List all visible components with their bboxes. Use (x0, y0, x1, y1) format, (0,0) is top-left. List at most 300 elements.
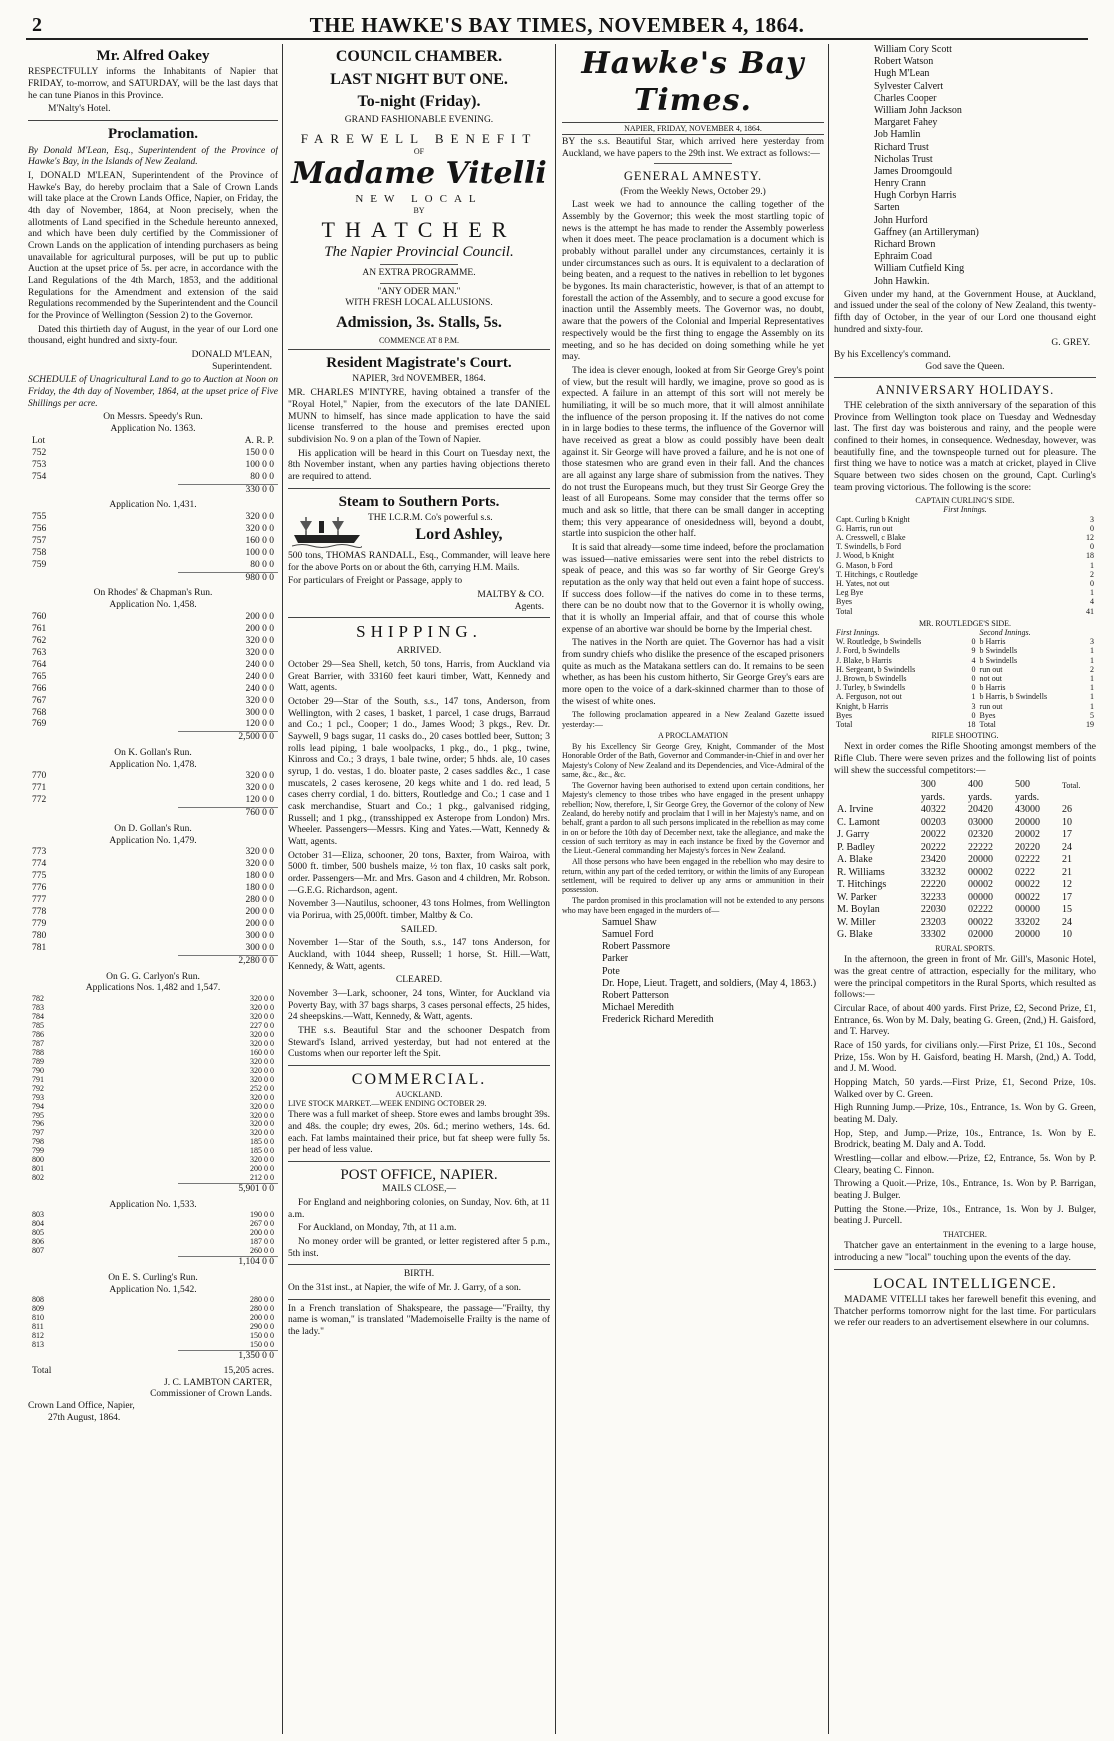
rm-court-body: MR. CHARLES M'INTYRE, having obtained a transfer of the "Royal Hotel," Napier, from the executors of the late DANIEL MUNN to himself, has since made application to have the said license transferred to the house and premises erected upon subdivision No. 9 on a plan of the Town of Napier. (288, 388, 550, 445)
lot-row (28, 931, 278, 943)
lot-area: 180 0 0 (245, 871, 274, 882)
score-row (834, 683, 1096, 692)
extra-programme: AN EXTRA PROGRAMME. (362, 268, 476, 279)
steam-body: 500 tons, THOMAS RANDALL, Esq., Commander, will leave here for the above Ports on or about the 6th, carrying H.M. Mails. (288, 550, 550, 573)
rifle-yards: yards. (1014, 791, 1040, 803)
sports-event: Wrestling—collar and elbow.—Prize, £2, Entrance, 5s. Won by P. Cleary, beating C. Finnon. (834, 1153, 1096, 1176)
rm-court-body-2: His application will be heard in this Court on Tuesday next, the 8th November instant, when any parties having objections thereto are required to attend. (288, 448, 550, 482)
batsman: H. Sergeant, b Swindells (836, 664, 916, 674)
lot-number: 775 (32, 871, 47, 882)
victim-name: Richard Trust (874, 141, 929, 153)
score-row (834, 646, 1096, 655)
score-row (834, 579, 1096, 588)
lot-area: 160 0 0 (250, 1047, 274, 1057)
rifle-cell: 20000 (1014, 816, 1040, 828)
sports-event: Throwing a Quoit.—Prize, 10s., Entrance, 1s. Won by P. Barrigan, beating J. Bulger. (834, 1179, 1096, 1201)
rifle-cell: 10 (1062, 816, 1073, 828)
lot-row (28, 1049, 278, 1058)
newspaper-nameplate: Hawke's Bay Times. (581, 46, 805, 118)
lot-number: 791 (32, 1074, 44, 1084)
divider (28, 120, 278, 121)
rifle-cell: 03000 (967, 816, 993, 828)
batsman: G. Harris, run out (836, 523, 893, 533)
runs: 1 (1090, 701, 1094, 711)
sports-event: High Running Jump.—Prize, 10s., Entrance, 1s. Won by G. Green, beating M. Daly. (834, 1103, 1096, 1125)
lot-area: 212 0 0 (250, 1173, 274, 1183)
score-row (834, 702, 1096, 711)
governor-signature: G. GREY. (1051, 338, 1090, 349)
lot-row (28, 1332, 278, 1341)
lot-number: 776 (32, 883, 47, 894)
lot-subtotal: 1,350 0 0 (178, 1350, 278, 1363)
lot-number: 808 (32, 1295, 44, 1305)
lot-number: 812 (32, 1331, 44, 1341)
lot-number: 772 (32, 795, 47, 806)
lot-number: 753 (32, 459, 47, 470)
lot-area: 320 0 0 (250, 1128, 274, 1138)
auckland-heading: AUCKLAND. (395, 1089, 443, 1099)
lot-number: 793 (32, 1092, 44, 1102)
lot-row (28, 1058, 278, 1067)
rifle-row (834, 929, 1096, 942)
runs: 3 (971, 701, 976, 711)
rm-court-date: NAPIER, 3rd NOVEMBER, 1864. (352, 374, 486, 385)
runs: 1 (1090, 560, 1094, 570)
divider (288, 349, 550, 350)
lot-area: 120 0 0 (245, 719, 274, 730)
runs: 0 (1090, 579, 1094, 589)
lot-area: 320 0 0 (245, 511, 274, 522)
lot-number: 758 (32, 547, 47, 558)
lot-number: 796 (32, 1119, 44, 1129)
lot-area: 120 0 0 (245, 795, 274, 806)
lot-row (28, 1341, 278, 1350)
run-heading: On G. G. Carlyon's Run. (106, 971, 200, 982)
steam-agents-label: Agents. (514, 601, 544, 612)
runs: 1 (1090, 655, 1094, 665)
lot-number: 790 (32, 1065, 44, 1075)
lot-number: 754 (32, 471, 47, 482)
lot-group (28, 612, 278, 732)
score-row (834, 656, 1096, 665)
victim-name: William Cutfield King (874, 263, 965, 275)
lot-number: 792 (32, 1083, 44, 1093)
lot-area: 320 0 0 (250, 1092, 274, 1102)
lot-number: 788 (32, 1047, 44, 1057)
curling-innings-label: First Innings. (943, 505, 987, 515)
lot-number: 767 (32, 695, 47, 706)
lot-number: 765 (32, 671, 47, 682)
lot-row (28, 548, 278, 560)
rifle-cell: 00022 (1014, 891, 1040, 903)
lot-row (28, 672, 278, 684)
local-intelligence-paragraph: MADAME VITELLI takes her farewell benefit this evening, and Thatcher performs tomorrow night for the last time. For particulars we refer our readers to an advertisement elsewhere in our columns. (834, 1295, 1096, 1329)
lot-number: 756 (32, 523, 47, 534)
batsman: J. Turley, b Swindells (836, 683, 906, 693)
runs: 1 (1090, 646, 1094, 656)
amnesty-heading: GENERAL AMNESTY. (623, 169, 763, 184)
second-innings-dismissal: b Harris (979, 637, 1006, 647)
rifle-yards: yards. (920, 791, 946, 803)
lot-row (28, 919, 278, 931)
lot-area: 185 0 0 (250, 1137, 274, 1147)
editorial-intro: BY the s.s. Beautiful Star, which arrived here yesterday from Auckland, we have papers to the 29th inst. We extract as follows:— (562, 137, 824, 159)
lot-row (28, 1103, 278, 1112)
sports-event: Putting the Stone.—Prize, 10s., Entrance, 1s. Won by J. Bulger, beating J. Purcell. (834, 1204, 1096, 1227)
thatcher-heading: THATCHER. (943, 1229, 987, 1239)
rifle-cell: 33232 (920, 866, 946, 878)
batsman: J. Ford, b Swindells (836, 646, 900, 656)
cleared-item: November 3—Lark, schooner, 24 tons, Winter, for Auckland via Poverty Bay, with 37 bags sharps, 3 cases personal effects, 25 hides, 24 sheepskins.—Watt, Kennedy, & Watt, agents. (288, 989, 550, 1023)
lot-number: 798 (32, 1137, 44, 1147)
rifle-cell: 26 (1062, 804, 1073, 816)
rifle-cell: 00002 (967, 879, 993, 891)
rifle-cell: W. Miller (837, 916, 876, 928)
runs: 3 (1090, 637, 1094, 647)
divider (288, 1299, 550, 1300)
divider (380, 264, 459, 265)
post-office-heading: POST OFFICE, NAPIER. (340, 1166, 498, 1183)
score-row (834, 692, 1096, 701)
lot-area: 320 0 0 (245, 783, 274, 794)
divider (834, 1269, 1096, 1270)
amnesty-paragraph: The idea is clever enough, looked at from Sir George Grey's point of view, but the result will hardly, we imagine, prove so good as is expected. A failure in an attempt of this sort will not merely be humiliating, it will be so much more, that it will almost annihilate the influence of the person proposing it. If the natives do not come in in large bodies to these terms, the influence of the Governor will have received as great a blow as could possibly have been dealt against it. Sir George will have proved a failure, and he is not one of those statesmen who are grand even in their fall. And the chances are all against any large share of submission from the natives. They do not trust the Europeans much, but they trust Sir George Grey the least of all Europeans. Some may consider that the terms offer so much and ask so little, that there can be small danger in accepting them; this very appearance of onesidedness will, beyond a doubt, startle into suspicion the other half. (562, 365, 824, 540)
amnesty-paragraph: The natives in the North are quiet. The Governor has had a visit from sundry chiefs who dislike the presence of the escaped prisoners quite as much as the Matakana settlers can do. It remains to be seen whether, as has been his custom hitherto, Sir George Grey's ears are more open to the voice of a dark-skinned charmer than to those of the wisest of white ones. (562, 638, 824, 707)
divider (380, 283, 459, 284)
rifle-cell: A. Blake (837, 854, 873, 866)
score-row (834, 524, 1096, 533)
murder-victims-list (562, 917, 824, 1027)
victim-name: Ephraim Coad (874, 251, 933, 263)
lot-number: 774 (32, 859, 47, 870)
lot-area: 240 0 0 (245, 683, 274, 694)
steam-agent: MALTBY & CO. (477, 589, 544, 600)
amnesty-paragraph: It is said that already—some time indeed, before the proclamation was issued—native emissaries were sent into the rebel districts to speak of peace, and this was so far worthy of Sir George Grey's reputation as the only way that held out even a faint hope of success. If success does follow—if the natives do come in to these terms, there can be no doubt now that to the Governor it is wholly owing, that it is wholly an Imperial affair, and that of course this whole expense of an abortive war should be borne by the Imperial chest. (562, 542, 824, 635)
rifle-cell: 21 (1062, 854, 1073, 866)
victim-name: Frederick Richard Meredith (602, 1014, 714, 1026)
money-order-note: No money order will be granted, or letter registered after 5 p.m., 5th inst. (288, 1237, 550, 1259)
given-under-hand: Given under my hand, at the Government House, at Auckland, and issued under the seal of the colony of New Zealand, this twenty-fifth day of October, in the year of our Lord one thousand eight hundred and sixty-four. (834, 289, 1096, 335)
sports-event: Hop, Step, and Jump.—Prize, 10s., Entrance, 1s. Won by E. Brodrick, beating M. Daly and A. Todd. (834, 1128, 1096, 1151)
second-innings-dismissal: b Harris (979, 683, 1006, 693)
victim-name: Hugh Corbyn Harris (874, 190, 957, 202)
rout-total-label-2: Total (979, 719, 996, 729)
steam-heading: Steam to Southern Ports. (338, 493, 500, 510)
lot-area: 320 0 0 (250, 1056, 274, 1066)
ship-name: Lord Ashley, (415, 525, 503, 543)
arrival-item: October 29—Sea Shell, ketch, 50 tons, Harris, from Auckland via Great Barrier, with 33160 feet kauri timber, Watt, Kennedy and Watt, agents. (288, 659, 550, 694)
mail-item: For Auckland, on Monday, 7th, at 11 a.m. (298, 1223, 457, 1234)
lot-number: 768 (32, 707, 47, 718)
application-heading: Application No. 1,431. (109, 500, 197, 511)
lot-row (28, 1067, 278, 1076)
commissioner-name: J. C. LAMBTON CARTER, (164, 1377, 272, 1388)
rifle-cell: 02000 (967, 929, 993, 941)
lot-number: 787 (32, 1038, 44, 1048)
lot-row (28, 1031, 278, 1040)
lot-area: 320 0 0 (250, 1012, 274, 1022)
application-heading: Applications Nos. 1,482 and 1,547. (85, 983, 221, 994)
lot-area: 320 0 0 (245, 695, 274, 706)
rifle-row (834, 829, 1096, 842)
rifle-cell: 20000 (1014, 929, 1040, 941)
victim-name: James Droomgould (874, 165, 953, 177)
lot-number: 794 (32, 1101, 44, 1111)
lot-row (28, 859, 278, 871)
rifle-header: 300 (920, 779, 936, 791)
victim-name: Gaffney (an Artilleryman) (874, 226, 979, 238)
lot-row (28, 1094, 278, 1103)
rifle-cell: 20420 (967, 804, 993, 816)
column-4 (834, 44, 1096, 1734)
second-innings-dismissal: b Swindells (979, 655, 1018, 665)
lot-row (28, 1314, 278, 1323)
lot-area: 320 0 0 (250, 1065, 274, 1075)
curling-total: 41 (1086, 606, 1094, 616)
lot-row (28, 648, 278, 660)
lot-number: 806 (32, 1237, 44, 1247)
batsman: J. Brown, b Swindells (836, 674, 907, 683)
gazette-paragraph: By his Excellency Sir George Grey, Knight, Commander of the Most Honorable Order of the Bath, Governor and Commander-in-Chief in and over her Majesty's Colony of New Zealand and its Dependencies, and Vice-Admiral of the same, &c., &c., &c. (562, 742, 824, 779)
lot-row (28, 907, 278, 919)
lot-area: 240 0 0 (245, 659, 274, 670)
lot-row (28, 995, 278, 1004)
batsman: A. Cresswell, c Blake (836, 533, 906, 543)
lot-row (28, 871, 278, 883)
lot-row (28, 612, 278, 624)
lot-group (28, 1296, 278, 1350)
application-heading: Application No. 1,533. (109, 1199, 197, 1210)
score-row (834, 533, 1096, 542)
rifle-cell: 00000 (967, 891, 993, 903)
application-heading: Application No. 1363. (110, 424, 196, 435)
lot-number: 786 (32, 1029, 44, 1039)
lot-row (28, 660, 278, 672)
lot-area: 200 0 0 (245, 623, 274, 634)
rifle-cell: 15 (1062, 904, 1073, 916)
runs: 0 (971, 664, 976, 674)
lot-area: 320 0 0 (245, 635, 274, 646)
new-local: NEW LOCAL (355, 192, 483, 205)
second-innings-label: Second Innings. (979, 628, 1031, 638)
lot-number: 785 (32, 1020, 44, 1030)
runs: 1 (971, 692, 976, 702)
rifle-cell: 24 (1062, 841, 1073, 853)
curling-side-heading: CAPTAIN CURLING'S SIDE. (915, 496, 1015, 506)
lot-row (28, 636, 278, 648)
lot-row (28, 1165, 278, 1174)
thatcher-name: THATCHER (321, 216, 517, 242)
lot-area: 200 0 0 (250, 1228, 274, 1238)
victim-name: Charles Cooper (874, 92, 937, 104)
run-heading: On K. Gollan's Run. (114, 748, 192, 759)
batsman: W. Routledge, b Swindells (836, 637, 922, 647)
divider (288, 1161, 550, 1162)
lot-number: 803 (32, 1210, 44, 1220)
lot-row (28, 560, 278, 572)
victim-name: William John Jackson (874, 104, 962, 116)
any-oder-man: "ANY ODER MAN." (377, 286, 461, 297)
madame-vitelli: Madame Vitelli (291, 155, 547, 191)
lot-area: 200 0 0 (245, 611, 274, 622)
lot-row (28, 448, 278, 460)
victim-name: Samuel Shaw (602, 916, 657, 928)
lot-area: 300 0 0 (245, 943, 274, 954)
lot-area: 320 0 0 (250, 1074, 274, 1084)
lot-row (28, 1220, 278, 1229)
score-row (834, 551, 1096, 560)
lot-row (28, 1238, 278, 1247)
tonight-heading: To-night (Friday). (357, 93, 481, 111)
runs: 18 (1086, 551, 1094, 561)
column-1 (28, 44, 278, 1734)
commercial-heading: COMMERCIAL. (351, 1071, 487, 1089)
score-row (834, 515, 1096, 524)
rout-total-1: 18 (967, 719, 976, 729)
rifle-row (834, 817, 1096, 830)
score-row (834, 711, 1096, 720)
rifle-cell: W. Parker (837, 891, 877, 903)
cleared-heading: CLEARED. (395, 975, 443, 986)
lot-row (28, 1112, 278, 1121)
victim-name: Hugh M'Lean (874, 68, 930, 80)
score-row (834, 570, 1096, 579)
lot-area: 100 0 0 (245, 459, 274, 470)
lot-row (28, 1040, 278, 1049)
rifle-row (834, 854, 1096, 867)
mail-item: For England and neighboring colonies, on Sunday, Nov. 6th, at 11 a.m. (288, 1198, 550, 1220)
batsman: T. Swindells, b Ford (836, 542, 901, 552)
victim-name: Nicholas Trust (874, 153, 933, 165)
rifle-row (834, 917, 1096, 930)
gazette-paragraph: The Governor having been authorised to extend upon certain conditions, her Majesty's clemency to those tribes who have engaged in the present unhappy rebellion; Now, therefore, I, Sir George Grey, the Governor of the colony of New Zealand, do hereby notify and proclaim that I will in her Majesty's name, and on behalf, grant a pardon to all such persons implicated in the rebellion as may come in on or before the 10th day of December next, take the allegiance, and make the cession of such territory as may in each instance be fixed by the Governor and the Lieut.-General commanding her Majesty's forces in New Zealand. (562, 781, 824, 856)
rifle-cell: 22220 (920, 879, 946, 891)
score-row (834, 674, 1096, 683)
runs: 0 (971, 683, 976, 693)
arrival-item: October 29—Star of the South, s.s., 147 tons, Anderson, from Wellington, with 2 cases, 1 basket, 1 parcel, 1 case drugs, Barraud and Co.; 1 pcl., Cooper; 1 do., James Wood; 3 pkgs., Rev. Dr. Saywell, 9 bags sugar, 11 casks do., 20 cases bottled beer, Sutton; 3 rolls lead piping, 1 bale woolpacks, 1 pkg., do., 1 pkg., twine, Kinross and Co.; 3 drays, 1 bale twine, order; 5 hhds. ale, 10 cases syrup, 1 do. vestas, 1 do. bloater paste, 2 cases saddles &c., 1 case muscatels, 2 cases kerosene, 20 kegs white and 1 do. red lead, 5 cases cherry cordial, 1 do. bitters, Routledge and Co.; 1 case and 1 cask merchandise, Stuart and Co.; 1 pkg., galvanised ridging, Russell; and 1 pkg., (transshipped ex Asterope from London) Mrs. Wheeler. Passengers—Messrs. King and Yates.—Watt, Kennedy & Watt, agents. (288, 696, 550, 847)
oakey-notice: RESPECTFULLY informs the Inhabitants of Napier that FRIDAY, to-morrow, and SATURDAY, will be the last days that he can tune Pianos in this Province. (28, 67, 278, 101)
rifle-cell: 32233 (920, 891, 946, 903)
rifle-yards: yards. (967, 791, 993, 803)
lot-row (28, 1323, 278, 1332)
rural-paragraph: In the afternoon, the green in front of Mr. Gill's, Masonic Hotel, was the great centre of attraction, especially for the military, who were the principal competitors in the Rural Sports, which resulted as follows:— (834, 955, 1096, 1001)
lot-number: 810 (32, 1313, 44, 1323)
run-heading: On D. Gollan's Run. (114, 824, 192, 835)
schedule-column-headers (28, 436, 278, 448)
victim-name: Henry Crann (874, 178, 926, 190)
lot-number: 781 (32, 943, 47, 954)
victim-name: Robert Patterson (602, 990, 669, 1002)
lot-area: 267 0 0 (250, 1219, 274, 1229)
lot-row (28, 524, 278, 536)
lot-area: 320 0 0 (250, 1029, 274, 1039)
rifle-cell: 20002 (1014, 829, 1040, 841)
lot-area: 200 0 0 (245, 907, 274, 918)
lot-area: 200 0 0 (250, 1313, 274, 1323)
batsman: Byes (836, 710, 852, 720)
lot-number: 759 (32, 559, 47, 570)
rifle-cell: 17 (1062, 891, 1073, 903)
rifle-cell: 33302 (920, 929, 946, 941)
rifle-cell: M. Boylan (837, 904, 880, 916)
runs: 3 (1090, 514, 1094, 524)
amnesty-source: (From the Weekly News, October 29.) (620, 186, 766, 197)
runs: 0 (971, 637, 976, 647)
birth-heading: BIRTH. (403, 1269, 435, 1280)
proclamation-signature-title: Superintendent. (212, 361, 272, 372)
lot-number: 807 (32, 1246, 44, 1256)
run-heading: On Rhodes' & Chapman's Run. (93, 588, 213, 599)
last-night-heading: LAST NIGHT BUT ONE. (330, 70, 508, 88)
lot-area: 320 0 0 (250, 994, 274, 1004)
column-divider (282, 44, 283, 1734)
steam-line: THE I.C.R.M. Co's powerful s.s. (368, 512, 493, 523)
office-place: Crown Land Office, Napier, (28, 1400, 135, 1411)
second-innings-dismissal: not out (979, 674, 1002, 683)
lot-subtotal: 1,104 0 0 (178, 1256, 278, 1269)
lot-area: 280 0 0 (245, 895, 274, 906)
curling-scorecard (834, 515, 1096, 616)
runs: 9 (971, 646, 976, 656)
rifle-cell: 17 (1062, 829, 1073, 841)
lot-number: 764 (32, 659, 47, 670)
lot-row (28, 512, 278, 524)
lot-group (28, 512, 278, 572)
lot-group (28, 771, 278, 807)
lot-header: Lot (32, 435, 46, 446)
runs: 0 (1090, 542, 1094, 552)
victim-name: Job Hamlin (874, 129, 921, 141)
rifle-cell: R. Williams (837, 866, 885, 878)
rifle-row (834, 892, 1096, 905)
arrived-heading: ARRIVED. (396, 646, 442, 657)
proclamation-signature: DONALD M'LEAN, (191, 349, 272, 360)
rout-total-2: 19 (1086, 719, 1094, 729)
gazette-proclamation-heading: A PROCLAMATION (657, 730, 728, 740)
rifle-cell: 10 (1062, 929, 1073, 941)
lot-area: 320 0 0 (245, 859, 274, 870)
score-row (834, 588, 1096, 597)
victim-name: Dr. Hope, Lieut. Tragett, and soldiers, (May 4, 1863.) (602, 977, 817, 989)
runs: 2 (1090, 569, 1094, 579)
lot-area: 150 0 0 (250, 1331, 274, 1341)
commence-time: COMMENCE AT 8 P.M. (378, 335, 460, 345)
lot-row (28, 1138, 278, 1147)
rifle-cell: 20222 (920, 841, 946, 853)
proclamation-dated: Dated this thirtieth day of August, in the year of our Lord one thousand, eight hundred and sixty-four. (28, 324, 278, 347)
lot-number: 761 (32, 623, 47, 634)
lot-area: 320 0 0 (245, 523, 274, 534)
lot-row (28, 1004, 278, 1013)
runs: 4 (971, 655, 976, 665)
by-line: BY (413, 206, 425, 216)
application-heading: Application No. 1,479. (109, 835, 197, 846)
lot-area: 240 0 0 (245, 671, 274, 682)
lot-subtotal: 2,500 0 0 (178, 731, 278, 744)
lot-row (28, 1247, 278, 1256)
score-row (834, 637, 1096, 646)
lot-area: 320 0 0 (245, 647, 274, 658)
victim-name: Robert Watson (874, 56, 934, 68)
divider (834, 377, 1096, 378)
lot-number: 800 (32, 1155, 44, 1165)
lot-number: 777 (32, 895, 47, 906)
sailed-item: November 1—Star of the South, s.s., 147 tons Anderson, for Auckland, with 1044 sheep, Russell; 1 horse, St. Hill.—Watt, Kennedy, & Watt, agents. (288, 938, 550, 972)
second-innings-dismissal: run out (979, 664, 1003, 674)
gazette-intro: The following proclamation appeared in a New Zealand Gazette issued yesterday:— (562, 710, 824, 729)
council-chamber-heading: COUNCIL CHAMBER. (335, 48, 503, 65)
lot-area: 320 0 0 (250, 1101, 274, 1111)
